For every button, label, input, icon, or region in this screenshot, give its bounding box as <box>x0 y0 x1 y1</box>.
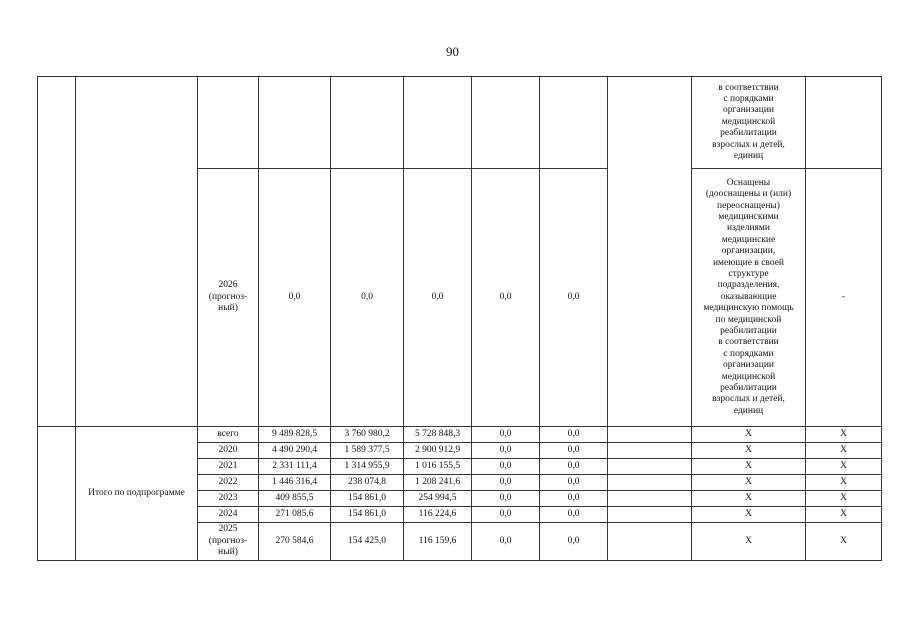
value-cell: 0,0 <box>259 169 331 427</box>
result-mark: X <box>692 459 806 475</box>
value-cell: 0,0 <box>540 523 608 561</box>
cell-value-empty <box>404 77 472 169</box>
year-cell: 2023 <box>198 491 259 507</box>
cell-executor-empty <box>608 507 692 523</box>
year-cell: 2022 <box>198 475 259 491</box>
value-cell: 154 861,0 <box>331 507 404 523</box>
cell-executor-empty <box>608 475 692 491</box>
result-value: - <box>806 169 882 427</box>
result-mark: X <box>806 443 882 459</box>
result-mark: X <box>692 491 806 507</box>
result-mark: X <box>806 475 882 491</box>
value-cell: 0,0 <box>540 507 608 523</box>
subtotal-row <box>38 427 882 443</box>
value-cell: 0,0 <box>540 475 608 491</box>
year-cell: 2020 <box>198 443 259 459</box>
result-mark: X <box>692 443 806 459</box>
value-cell: 0,0 <box>540 459 608 475</box>
cell-executor-empty <box>608 443 692 459</box>
cell-executor-empty <box>608 491 692 507</box>
cell-index-empty <box>38 427 76 561</box>
value-cell: 116 224,6 <box>404 507 472 523</box>
value-cell: 0,0 <box>472 427 540 443</box>
value-cell: 254 994,5 <box>404 491 472 507</box>
result-mark: X <box>806 427 882 443</box>
value-cell: 1 446 316,4 <box>259 475 331 491</box>
value-cell: 5 728 848,3 <box>404 427 472 443</box>
value-cell: 0,0 <box>540 443 608 459</box>
value-cell: 0,0 <box>472 169 540 427</box>
value-cell: 154 425,0 <box>331 523 404 561</box>
value-cell: 0,0 <box>472 491 540 507</box>
value-cell: 1 314 955,9 <box>331 459 404 475</box>
value-cell: 9 489 828,5 <box>259 427 331 443</box>
cell-value-empty <box>472 77 540 169</box>
cell-executor-empty <box>608 523 692 561</box>
value-cell: 3 760 980,2 <box>331 427 404 443</box>
value-cell: 0,0 <box>404 169 472 427</box>
cell-index-empty <box>38 77 76 427</box>
value-cell: 0,0 <box>472 523 540 561</box>
value-cell: 409 855,5 <box>259 491 331 507</box>
value-cell: 154 861,0 <box>331 491 404 507</box>
result-text: Оснащены (дооснащены и (или) переоснащены) медицинскими изделиями медицинские организации, имеющие в своей структуре подразделения, оказывающие медицинскую помощь по медицинской реабилитации в соответствии с порядками организации медицинской реабилитации взрослых и детей, единиц <box>692 169 806 427</box>
result-mark: X <box>806 523 882 561</box>
result-mark: X <box>692 507 806 523</box>
year-cell: всего <box>198 427 259 443</box>
value-cell: 0,0 <box>540 491 608 507</box>
result-mark: X <box>806 459 882 475</box>
value-cell: 0,0 <box>331 169 404 427</box>
year-cell: 2025 (прогноз- ный) <box>198 523 259 561</box>
cell-executor-empty <box>608 77 692 427</box>
value-cell: 0,0 <box>472 475 540 491</box>
value-cell: 4 490 290,4 <box>259 443 331 459</box>
cell-year-empty <box>198 77 259 169</box>
year-cell: 2026 (прогноз- ный) <box>198 169 259 427</box>
value-cell: 0,0 <box>540 427 608 443</box>
cell-value-empty <box>331 77 404 169</box>
value-cell: 0,0 <box>540 169 608 427</box>
result-mark: X <box>692 523 806 561</box>
value-cell: 270 584,6 <box>259 523 331 561</box>
value-cell: 0,0 <box>472 459 540 475</box>
value-cell: 1 589 377,5 <box>331 443 404 459</box>
page-number: 90 <box>446 44 459 59</box>
cell-executor-empty <box>608 427 692 443</box>
cell-value-empty <box>259 77 331 169</box>
value-cell: 238 074,8 <box>331 475 404 491</box>
subtotal-label: Итого по подпрограмме <box>76 427 198 561</box>
result-text-continued: в соответствии с порядками организации медицинской реабилитации взрослых и детей, единиц <box>692 77 806 169</box>
cell-name-empty <box>76 77 198 427</box>
value-cell: 116 159,6 <box>404 523 472 561</box>
continuation-row <box>38 77 882 169</box>
result-mark: X <box>692 475 806 491</box>
value-cell: 271 085,6 <box>259 507 331 523</box>
result-mark: X <box>806 491 882 507</box>
value-cell: 0,0 <box>472 507 540 523</box>
year-cell: 2021 <box>198 459 259 475</box>
result-mark: X <box>806 507 882 523</box>
value-cell: 2 900 912,9 <box>404 443 472 459</box>
value-cell: 2 331 111,4 <box>259 459 331 475</box>
year-cell: 2024 <box>198 507 259 523</box>
result-mark: X <box>692 427 806 443</box>
cell-executor-empty <box>608 459 692 475</box>
cell-value-empty <box>540 77 608 169</box>
cell-result-value-empty <box>806 77 882 169</box>
program-table <box>37 76 882 561</box>
value-cell: 1 208 241,6 <box>404 475 472 491</box>
value-cell: 1 016 155,5 <box>404 459 472 475</box>
value-cell: 0,0 <box>472 443 540 459</box>
